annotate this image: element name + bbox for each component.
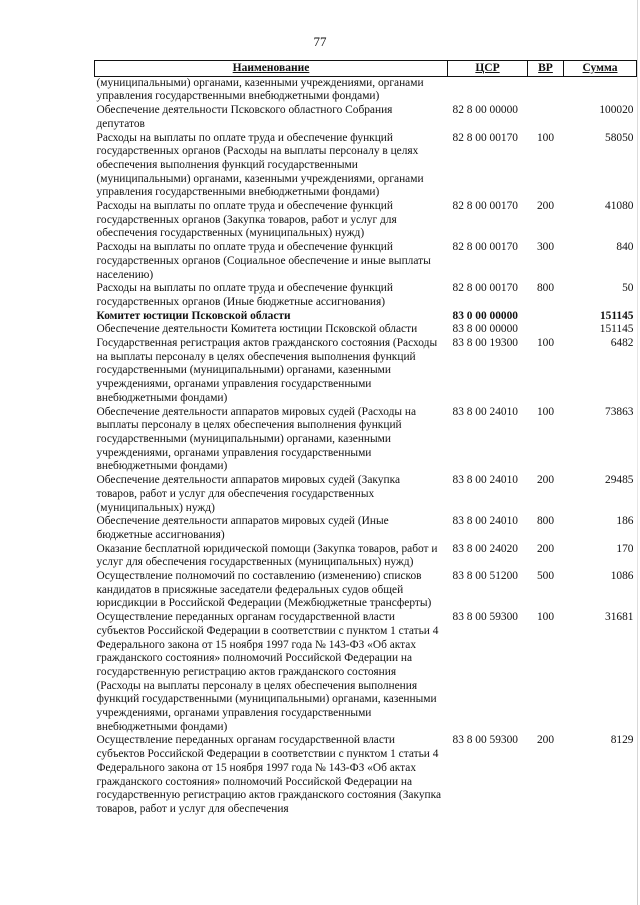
table-header xyxy=(95,61,637,77)
header-vr: ВР xyxy=(528,61,564,77)
table-row xyxy=(95,241,637,282)
row-sum-cell: 186 xyxy=(616,515,634,528)
row-name-cell: Расходы на выплаты по оплате труда и обеспечение функций государственных органов (Расходы на выплаты персоналу в целях обеспечения выполнения функций государственными (муниципальными) органами, казенными учреждениями, органами управления государственными внебюджетными фондами) xyxy=(96,131,424,199)
row-vr-cell xyxy=(528,76,564,104)
row-name-cell: Обеспечение деятельности аппаратов мировых судей (Закупка товаров, работ и услуг для обеспечения государственных (муниципальных) нужд) xyxy=(96,474,401,514)
table-row xyxy=(95,323,637,337)
page-number: 77 xyxy=(313,34,327,49)
row-csr-cell: 82 8 00 00170 xyxy=(452,282,518,295)
row-csr-cell: 83 8 00 51200 xyxy=(452,570,518,583)
row-csr-cell: 83 8 00 24010 xyxy=(452,515,518,528)
row-vr-cell: 100 xyxy=(536,131,555,144)
row-vr-cell: 200 xyxy=(536,200,555,213)
row-csr-cell: 82 8 00 00000 xyxy=(452,104,518,117)
table-row xyxy=(95,337,637,406)
scan-edge xyxy=(637,0,638,905)
row-csr-cell: 83 8 00 59300 xyxy=(452,734,518,747)
header-csr: ЦСР xyxy=(448,61,528,77)
row-sum-cell xyxy=(564,76,637,104)
header-row xyxy=(95,61,637,77)
row-sum-cell: 73863 xyxy=(605,405,634,418)
row-sum-cell: 151145 xyxy=(599,309,634,322)
row-sum-cell: 50 xyxy=(622,282,634,295)
row-name-cell: Обеспечение деятельности аппаратов мировых судей (Иные бюджетные ассигнования) xyxy=(96,515,389,541)
table-row xyxy=(95,310,637,324)
table-row xyxy=(95,543,637,570)
row-vr-cell: 200 xyxy=(536,734,555,747)
row-csr-cell: 83 0 00 00000 xyxy=(452,309,518,322)
row-name-cell: Расходы на выплаты по оплате труда и обеспечение функций государственных органов (Закупка товаров, работ и услуг для обеспечения государственных (муниципальных) нужд) xyxy=(96,200,397,240)
row-sum-cell: 6482 xyxy=(610,337,634,350)
row-csr-cell: 83 8 00 00000 xyxy=(452,323,518,336)
table-body xyxy=(95,76,637,816)
budget-table xyxy=(94,60,637,817)
row-csr-cell: 83 8 00 24010 xyxy=(452,405,518,418)
table-row xyxy=(95,611,637,734)
row-sum-cell: 29485 xyxy=(605,474,634,487)
row-csr-cell: 83 8 00 59300 xyxy=(452,611,518,624)
row-vr-cell: 500 xyxy=(536,570,555,583)
row-sum-cell: 170 xyxy=(616,542,634,555)
row-vr-cell: 300 xyxy=(536,241,555,254)
table-row xyxy=(95,734,637,816)
row-name-cell: Расходы на выплаты по оплате труда и обеспечение функций государственных органов (Иные бюджетные ассигнования) xyxy=(96,282,393,308)
row-name-cell: (муниципальными) органами, казенными учреждениями, органами управления государственными внебюджетными фондами) xyxy=(96,76,424,103)
row-sum-cell: 151145 xyxy=(599,323,634,336)
row-vr-cell: 100 xyxy=(536,611,555,624)
row-name-cell: Обеспечение деятельности Комитета юстиции Псковской области xyxy=(96,323,418,336)
row-vr-cell xyxy=(528,104,564,131)
row-vr-cell xyxy=(528,323,564,337)
row-csr-cell: 82 8 00 00170 xyxy=(452,200,518,213)
row-vr-cell: 800 xyxy=(536,515,555,528)
row-name-cell: Осуществление переданных органам государственной власти субъектов Российской Федерации в соответствии с пунктом 1 статьи 4 Федерального закона от 15 ноября 1997 года № 143-ФЗ «Об актах гражданского состояния» полномочий Российской Федерации на государственную регистрацию актов гражданского состояния (Расходы на выплаты персоналу в целях обеспечения выполнения функций государственными (муниципальными) органами, казенными учреждениями, органами управления государственными внебюджетными фондами) xyxy=(96,611,439,733)
table-row xyxy=(95,132,637,201)
table-row xyxy=(95,76,637,104)
row-csr-cell xyxy=(448,76,528,104)
row-name-cell: Комитет юстиции Псковской области xyxy=(96,309,291,322)
row-sum-cell: 31681 xyxy=(605,611,634,624)
row-name-cell: Осуществление полномочий по составлению (изменению) списков кандидатов в присяжные заседатели федеральных судов общей юрисдикции в Российской Федерации (Межбюджетные трансферты) xyxy=(96,570,432,610)
row-name-cell: Осуществление переданных органам государственной власти субъектов Российской Федерации в соответствии с пунктом 1 статьи 4 Федерального закона от 15 ноября 1997 года № 143-ФЗ «Об актах гражданского состояния» полномочий Российской Федерации на государственную регистрацию актов гражданского состояния (Закупка товаров, работ и услуг для обеспечения xyxy=(96,734,442,815)
table-row xyxy=(95,406,637,475)
row-vr-cell: 100 xyxy=(536,405,555,418)
table-row xyxy=(95,104,637,131)
row-vr-cell xyxy=(528,310,564,324)
table-row xyxy=(95,570,637,611)
row-name-cell: Расходы на выплаты по оплате труда и обеспечение функций государственных органов (Социальное обеспечение и иные выплаты населению) xyxy=(96,241,431,281)
table-row xyxy=(95,200,637,241)
row-vr-cell: 200 xyxy=(536,542,555,555)
row-name-cell: Обеспечение деятельности Псковского областного Собрания депутатов xyxy=(96,104,393,130)
row-sum-cell: 41080 xyxy=(605,200,634,213)
table-row xyxy=(95,282,637,309)
header-name: Наименование xyxy=(95,61,448,77)
row-name-cell: Оказание бесплатной юридической помощи (Закупка товаров, работ и услуг для обеспечения государственных (муниципальных) нужд) xyxy=(96,542,438,569)
row-sum-cell: 100020 xyxy=(599,104,634,117)
row-sum-cell: 1086 xyxy=(610,570,634,583)
row-csr-cell: 82 8 00 00170 xyxy=(452,241,518,254)
row-csr-cell: 82 8 00 00170 xyxy=(452,131,518,144)
row-csr-cell: 83 8 00 24010 xyxy=(452,474,518,487)
table-row xyxy=(95,515,637,542)
row-csr-cell: 83 8 00 24020 xyxy=(452,542,518,555)
row-vr-cell: 200 xyxy=(536,474,555,487)
header-sum: Сумма xyxy=(564,61,637,77)
row-sum-cell: 8129 xyxy=(610,734,634,747)
row-csr-cell: 83 8 00 19300 xyxy=(452,337,518,350)
row-sum-cell: 840 xyxy=(616,241,634,254)
row-name-cell: Государственная регистрация актов гражданского состояния (Расходы на выплаты персоналу в целях обеспечения выполнения функций государственными (муниципальными) органами, казенными учреждениями, органами управления государственными внебюджетными фондами) xyxy=(96,337,438,404)
row-name-cell: Обеспечение деятельности аппаратов мировых судей (Расходы на выплаты персоналу в целях обеспечения выполнения функций государственными (муниципальными) органами, казенными учреждениями, органами управления государственными внебюджетными фондами) xyxy=(96,405,417,473)
row-sum-cell: 58050 xyxy=(605,131,634,144)
row-vr-cell: 800 xyxy=(536,282,555,295)
row-vr-cell: 100 xyxy=(536,337,555,350)
table-row xyxy=(95,474,637,515)
